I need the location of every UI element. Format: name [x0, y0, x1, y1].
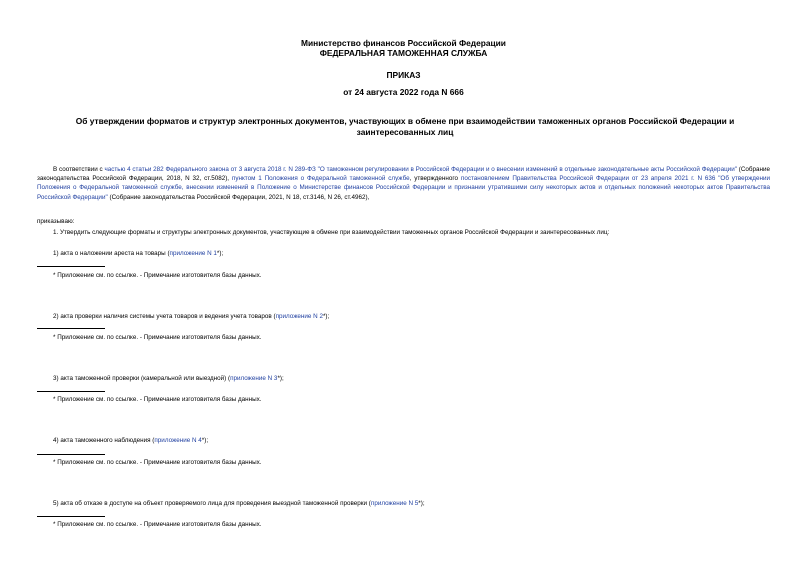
list-item: [53, 375, 284, 383]
footnote: * Приложение см. по ссылке. - Примечание изготовителя базы данных.: [53, 521, 262, 528]
preamble-text-3: , утвержденного: [409, 175, 461, 183]
appendix-4-link[interactable]: приложение N 4: [154, 437, 202, 444]
ministry-name: Министерство финансов Российской Федерации: [301, 38, 506, 48]
service-name: ФЕДЕРАЛЬНАЯ ТАМОЖЕННАЯ СЛУЖБА: [319, 48, 488, 58]
footnote-divider: [37, 454, 105, 455]
item-suffix: *);: [201, 437, 209, 444]
item-text: 3) акта таможенной проверки (камеральной или выездной) (: [53, 375, 231, 382]
footnote-divider: [37, 266, 105, 267]
order-date-number: от 24 августа 2022 года N 666: [343, 87, 464, 97]
order-word: приказываю:: [37, 218, 75, 225]
item-suffix: *);: [322, 313, 330, 320]
decree-link[interactable]: постановлением Правительства Российской Федерации от 23 апреля 2021 г. N 636 "Об утверждении Положения о Федеральной таможенной службе, внесении изменений в Положение о Министерстве финансов Российской Федерации и признании утратившими силу некоторых актов и отдельных положений некоторых актов Правительства Российской Федерации": [37, 175, 770, 201]
item-text: 4) акта таможенного наблюдения (: [53, 437, 155, 444]
document-title: Об утверждении форматов и структур электронных документов, участвующих в обмене при взаимодействии таможенных органов Российской Федерации и заинтересованных лиц: [75, 116, 735, 137]
item-text: 2) акта проверки наличия системы учета товаров и ведения учета товаров (: [53, 313, 276, 320]
item-text: 1) акта о наложении ареста на товары (: [53, 250, 170, 257]
appendix-3-link[interactable]: приложение N 3: [230, 375, 278, 382]
footnote: * Приложение см. по ссылке. - Примечание изготовителя базы данных.: [53, 334, 262, 341]
list-item: [53, 437, 208, 445]
footnote-divider: [37, 516, 105, 517]
list-item: [53, 250, 223, 258]
list-item: [53, 313, 329, 321]
point-1: 1. Утвердить следующие форматы и структуры электронных документов, участвующие в обмене при взаимодействии таможенных органов Российской Федерации и заинтересованных лиц:: [53, 229, 610, 236]
footnote-divider: [37, 391, 105, 392]
list-item: [53, 500, 425, 508]
regulation-link[interactable]: пунктом 1 Положения о Федеральной таможенной службе: [231, 175, 410, 183]
appendix-5-link[interactable]: приложение N 5: [370, 500, 419, 507]
item-text: 5) акта об отказе в доступе на объект проверяемого лица для проведения выездной таможенной проверки (: [53, 500, 371, 507]
preamble-text-1: В соответствии с: [53, 166, 105, 173]
law-link[interactable]: частью 4 статьи 282 Федерального закона от 3 августа 2018 г. N 289-ФЗ "О таможенном регулировании в Российской Федерации и о внесении изменений в отдельные законодательные акты Российской Федерации": [104, 166, 737, 173]
item-suffix: *);: [216, 250, 224, 257]
order-type: ПРИКАЗ: [386, 70, 421, 80]
footnote: * Приложение см. по ссылке. - Примечание изготовителя базы данных.: [53, 272, 262, 279]
appendix-2-link[interactable]: приложение N 2: [275, 313, 323, 320]
preamble-paragraph: [37, 165, 770, 202]
item-suffix: *);: [418, 500, 425, 507]
item-suffix: *);: [277, 375, 284, 382]
footnote-divider: [37, 328, 105, 329]
preamble-text-4: (Собрание законодательства Российской Федерации, 2021, N 18, ст.3146, N 26, ст.4962),: [107, 193, 370, 201]
footnote: * Приложение см. по ссылке. - Примечание изготовителя базы данных.: [53, 396, 262, 403]
preamble-text-2: (Собрание законодательства Российской Федерации, 2018, N 32, ст.5082),: [37, 166, 770, 183]
appendix-1-link[interactable]: приложение N 1: [169, 250, 217, 257]
footnote: * Приложение см. по ссылке. - Примечание изготовителя базы данных.: [53, 459, 262, 466]
